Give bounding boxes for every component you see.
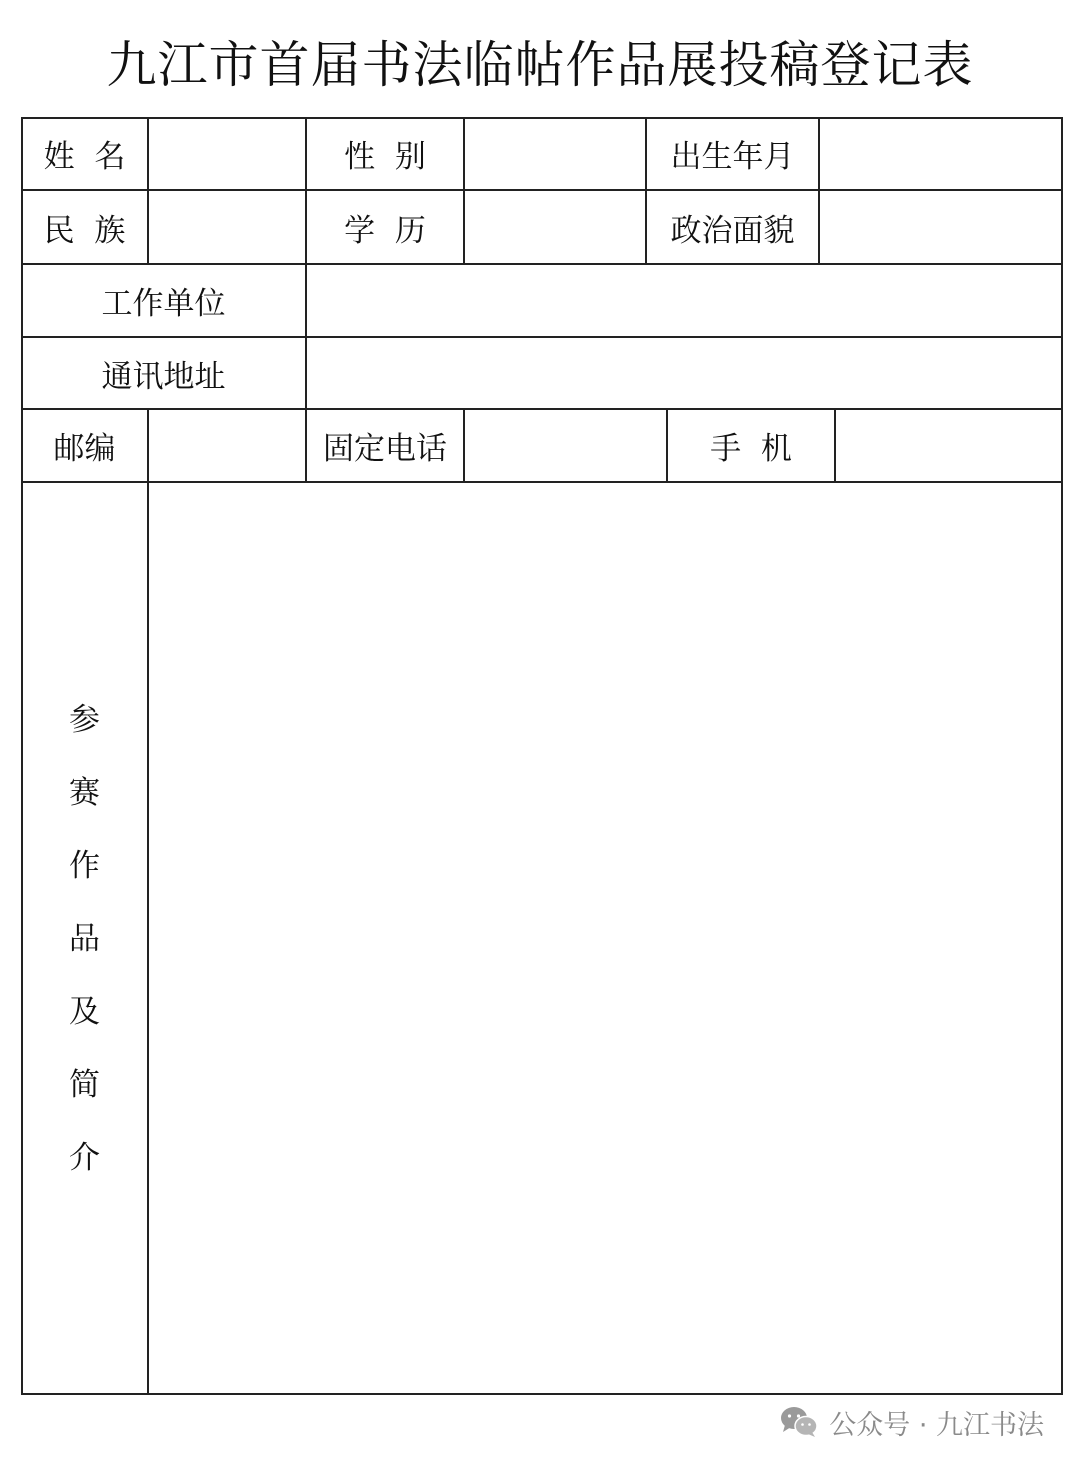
name-label: 姓 名 (43, 139, 126, 175)
table-line (21, 1393, 1063, 1395)
form-title: 九江市首届书法临帖作品展投稿登记表 (106, 36, 974, 94)
entry-intro-label (21, 483, 148, 1395)
education-label: 学 历 (344, 212, 426, 249)
gender-label: 性 别 (344, 139, 426, 175)
ethnicity-field[interactable] (149, 191, 305, 263)
entry-intro-char: 介 (69, 1139, 100, 1176)
political-status-field[interactable] (820, 191, 1061, 263)
workplace-label: 工作单位 (101, 286, 226, 322)
gender-field[interactable] (465, 119, 645, 189)
mobile-field[interactable] (836, 410, 1061, 481)
landline-label: 固定电话 (323, 431, 447, 467)
entry-intro-char: 简 (69, 1066, 100, 1103)
entry-intro-field[interactable] (149, 483, 1061, 1393)
landline-field[interactable] (465, 410, 666, 481)
workplace-field[interactable] (307, 265, 1061, 336)
ethnicity-label: 民 族 (43, 212, 126, 249)
table-line (1061, 117, 1063, 1395)
political-status-label: 政治面貌 (670, 212, 795, 249)
registration-form-table (21, 117, 1063, 1395)
postcode-label: 邮编 (53, 431, 116, 467)
birth-date-field[interactable] (820, 119, 1061, 189)
entry-intro-char: 及 (69, 993, 100, 1030)
birth-date-label: 出生年月 (670, 139, 795, 175)
watermark-text: 公众号 · 九江书法 (829, 1409, 1044, 1441)
mobile-label: 手 机 (710, 431, 792, 467)
entry-intro-char: 赛 (69, 774, 100, 811)
entry-intro-char: 参 (69, 701, 100, 738)
name-field[interactable] (149, 119, 305, 189)
address-field[interactable] (307, 338, 1061, 408)
postcode-field[interactable] (149, 410, 305, 481)
wechat-icon (779, 1405, 819, 1439)
education-field[interactable] (465, 191, 645, 263)
entry-intro-char: 作 (69, 847, 100, 884)
entry-intro-char: 品 (69, 920, 100, 957)
watermark (779, 1400, 1044, 1444)
address-label: 通讯地址 (101, 358, 226, 395)
